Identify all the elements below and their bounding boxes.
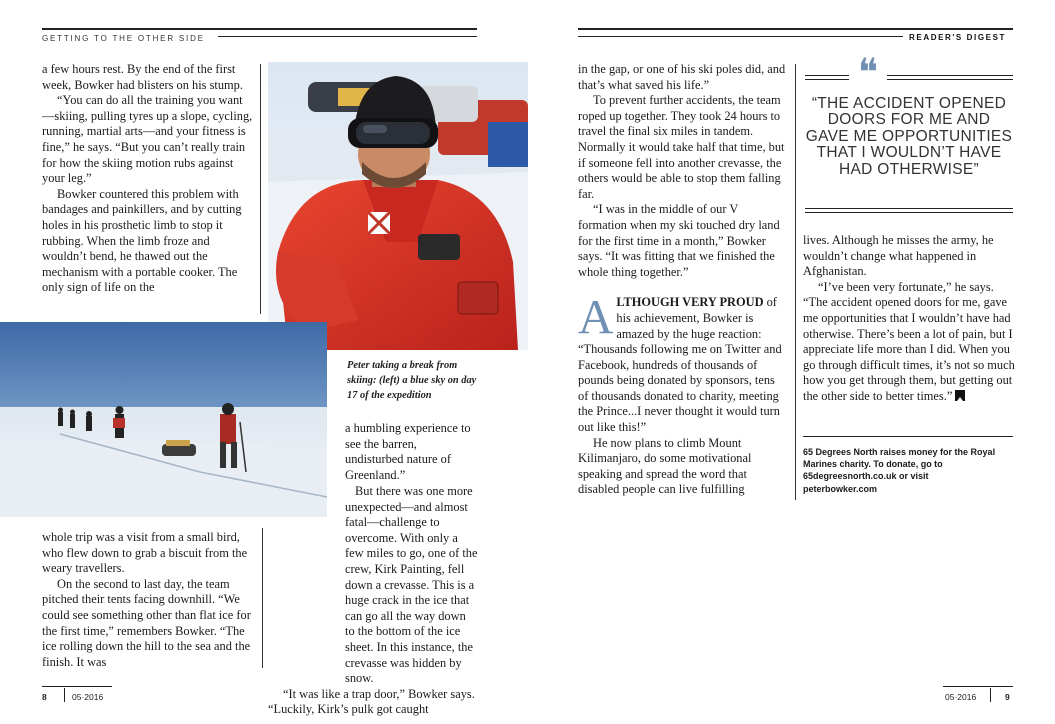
lead-in: LTHOUGH VERY PROUD [616, 295, 764, 310]
pullquote-rule [887, 75, 1013, 76]
charity-note-rule [803, 436, 1013, 437]
paragraph: whole trip was a visit from a small bird, who flew down to grab a biscuit from the weary travellers. [42, 530, 248, 576]
column-divider [795, 64, 796, 500]
paragraph-text: “I’ve been very fortunate,” he says. “The accident opened doors for me, gave me opportunities that I wouldn’t have had otherwise. There’s been a lot of pain, but I appreciate life more than I did. When you go through difficult times, it’s not so much how you get through them, but getting out the other side to better times.” [803, 279, 1015, 403]
column-2-top [345, 421, 477, 483]
charity-note: 65 Degrees North raises money for the Royal Marines charity. To donate, go to 65degreesnorth.co.uk or visit peterbowker.com [803, 447, 996, 494]
header-rule-right [578, 36, 903, 37]
paragraph: a few hours rest. By the end of the first week, Bowker had blisters on his stump. [42, 62, 243, 92]
photo-caption: Peter taking a break from skiing: (left) a blue sky on day 17 of the expedition [347, 360, 477, 401]
paragraph: “You can do all the training you want—skiing, pulling tyres up a slope, cycling, running, martial arts—and your fitness is fine,” he says. “But you can’t really train for how the skiing motion rubs against your leg.” [42, 93, 253, 186]
header-rule-left [218, 36, 477, 37]
pullquote-rule [805, 75, 849, 76]
paragraph-body: of his achievement, Bowker is amazed by the huge reaction: “Thousands following me on Twitter and Facebook, hundreds of thousands of pounds being donated by sponsors, tens of thousands donated to charity, meeting the Prince...I never thought it would turn out like this!” [578, 295, 782, 435]
section-opening-paragraph [578, 289, 788, 435]
paragraph: “It was like a trap door,” Bowker says. “Luckily, Kirk’s pulk got caught [268, 686, 475, 717]
header-top-rule-right [578, 28, 1013, 30]
paragraph [803, 280, 1015, 405]
footer-rule [943, 686, 1013, 687]
pullquote-rule [805, 208, 1013, 209]
footer-divider [64, 688, 65, 702]
running-head-right: READER'S DIGEST [909, 33, 1007, 42]
paragraph: lives. Although he misses the army, he wouldn’t change what happened in Afghanistan. [803, 233, 994, 279]
drop-cap: A [578, 289, 614, 345]
paragraph: On the second to last day, the team pitched their tents facing downhill. “We could see something other than flat ice for the first time,” remembers Bowker. “The ice rolling down the hill to the sea and the finish. It was [42, 576, 251, 669]
column-1-top [42, 62, 254, 296]
column-1-bottom [42, 530, 254, 670]
column-divider [260, 64, 261, 314]
issue-date-left: 05·2016 [72, 692, 104, 702]
pullquote-rule [805, 212, 1013, 213]
paragraph: He now plans to climb Mount Kilimanjaro, do some motivational speaking and spread the word that disabled people can live fulfilling [578, 435, 752, 497]
footer-divider [990, 688, 991, 702]
column-4 [803, 233, 1015, 405]
paragraph: in the gap, or one of his ski poles did, and that’s what saved his life.” [578, 62, 786, 92]
end-mark-icon [955, 390, 965, 401]
column-3 [578, 62, 788, 498]
portrait-illustration [268, 62, 528, 350]
footer-rule [42, 686, 112, 687]
pullquote-rule [805, 79, 849, 80]
paragraph: To prevent further accidents, the team roped up together. They took 24 hours to travel the final six miles in tandem. Normally it would take half that time, but if someone fell into another crevasse, the others would be able to stop them falling far. [578, 93, 785, 201]
issue-date-right: 05·2016 [945, 692, 977, 702]
paragraph: “I was in the middle of our V formation when my ski touched dry land for the first time in a month,” Bowker says. “It was fitting that we finished the whole thing together.” [578, 202, 780, 279]
header-top-rule-left [42, 28, 477, 30]
paragraph: a humbling experience to see the barren, undisturbed nature of Greenland.” [345, 421, 471, 482]
column-divider [262, 528, 263, 668]
page-number-right: 9 [1005, 692, 1010, 702]
pullquote-rule [887, 79, 1013, 80]
quote-mark-icon: ❝ [857, 50, 879, 94]
paragraph: Bowker countered this problem with bandages and painkillers, and by cutting holes in his prosthetic limb to stop it rubbing. When the limb froze and wouldn’t bend, he thawed out the mechanism with a portable cooker. The only sign of life on the [42, 186, 242, 295]
column-2 [268, 484, 478, 718]
page-number-left: 8 [42, 692, 47, 702]
pull-quote: “THE ACCIDENT OPENED DOORS FOR ME AND GAVE ME OPPORTUNITIES THAT I WOULDN’T HAVE HAD OTHERWISE” [805, 95, 1013, 178]
portrait-photo [268, 62, 528, 350]
paragraph: But there was one more unexpected—and almost fatal—challenge to overcome. With only a few miles to go, one of the crew, Kirk Painting, fell down a crevasse. This is a huge crack in the ice that can go all the way down to the bottom of the ice sheet. In this instance, the crevasse was hidden by snow. [345, 484, 478, 686]
running-head-left: GETTING TO THE OTHER SIDE [42, 34, 205, 43]
